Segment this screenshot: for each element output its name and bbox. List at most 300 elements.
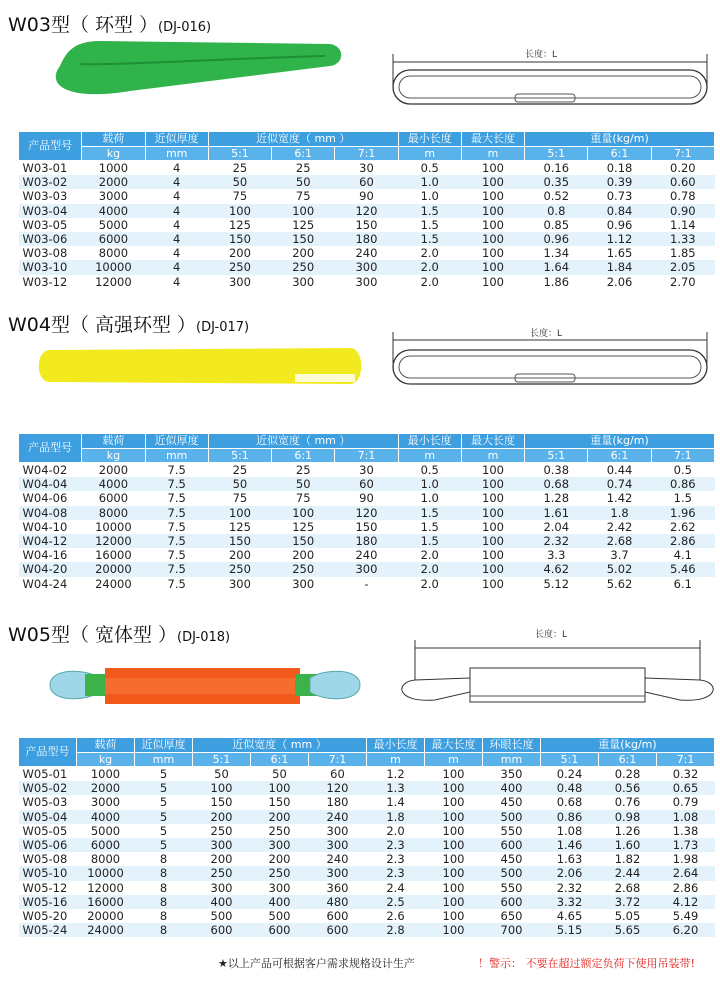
header-model: 产品型号 — [19, 738, 77, 767]
table-cell: 1.60 — [599, 838, 657, 852]
header-max-length: 最大长度 — [461, 132, 524, 147]
table-cell: 60 — [330, 767, 345, 781]
table-cell: 7.5 — [145, 506, 208, 520]
table-cell: 100 — [461, 232, 524, 246]
table-cell: 2.0 — [420, 274, 439, 289]
section-title-w05: W05型（ 宽体型 ）(DJ-018) — [8, 624, 231, 646]
table-cell: 0.65 — [657, 781, 715, 795]
table-cell: 1.28 — [543, 491, 570, 506]
table-cell: 1.8 — [588, 506, 651, 520]
table-cell: 100 — [482, 217, 504, 232]
table-cell: 2.3 — [367, 866, 425, 880]
table-cell: 180 — [335, 232, 398, 246]
table-cell: W05-02 — [19, 781, 77, 795]
table-cell: 1.64 — [525, 260, 588, 274]
header-width-ratio: 5:1 — [208, 147, 271, 161]
table-cell: 0.86 — [541, 810, 599, 824]
table-row — [19, 866, 715, 880]
table-cell: 0.96 — [606, 217, 633, 232]
table-cell: 6.1 — [673, 576, 692, 591]
table-row — [19, 175, 715, 189]
table-cell: 100 — [425, 895, 483, 909]
table-cell: W04-12 — [19, 534, 82, 548]
table-cell: 5.12 — [543, 576, 570, 591]
table-cell: W05-10 — [19, 866, 77, 880]
table-cell: W03-02 — [19, 175, 82, 189]
table-cell: 5.49 — [672, 909, 699, 924]
table-cell: 100 — [461, 506, 524, 520]
table-cell: 2.70 — [670, 274, 696, 289]
table-cell: 120 — [335, 506, 398, 520]
table-cell: 4 — [145, 232, 208, 246]
header-model: 产品型号 — [19, 434, 82, 463]
table-cell: 3.32 — [541, 895, 599, 909]
table-cell: 2.44 — [599, 866, 657, 880]
table-cell: 0.38 — [543, 463, 570, 477]
table-cell: 240 — [355, 548, 378, 563]
table-cell: W04-20 — [19, 562, 82, 576]
table-cell: 0.44 — [606, 463, 633, 477]
table-cell: 1.61 — [525, 506, 588, 520]
header-weight: 重量(kg/m) — [541, 738, 715, 753]
table-row — [19, 767, 715, 782]
header-max-length-unit: m — [461, 147, 524, 161]
table-row — [19, 463, 715, 478]
table-cell: W05-24 — [19, 923, 77, 937]
header-width: 近似宽度（ mm ） — [208, 132, 398, 147]
table-cell: W03-08 — [22, 246, 68, 261]
table-cell: 1.5 — [673, 491, 692, 506]
table-cell: 2.32 — [556, 880, 583, 895]
table-cell: 12000 — [95, 274, 132, 289]
table-cell: 75 — [232, 189, 248, 204]
table-cell: 100 — [461, 562, 524, 576]
header-load: 载荷 — [77, 738, 135, 753]
table-cell: 4 — [173, 274, 181, 289]
table-cell: 300 — [251, 838, 309, 852]
table-cell: 100 — [482, 463, 504, 477]
table-cell: 25 — [295, 161, 311, 175]
table-cell: 50 — [208, 175, 271, 189]
table-cell: 2.8 — [367, 923, 425, 937]
header-load-unit: kg — [82, 147, 145, 161]
table-cell: 2.68 — [588, 534, 651, 548]
table-cell: W05-08 — [22, 852, 68, 867]
table-cell: 100 — [482, 161, 504, 175]
header-max-length: 最大长度 — [461, 434, 524, 449]
table-cell: 1.38 — [672, 823, 699, 838]
table-cell: 1.34 — [543, 246, 570, 261]
table-cell: 20000 — [87, 909, 124, 924]
table-cell: W04-10 — [22, 519, 68, 534]
table-cell: 1.08 — [657, 810, 715, 824]
table-cell: 1.3 — [367, 781, 425, 795]
table-cell: W03-03 — [22, 189, 68, 204]
table-cell: 16000 — [95, 548, 132, 563]
table-cell: 1.08 — [556, 823, 583, 838]
table-cell: 4000 — [77, 810, 135, 824]
table-cell: 240 — [326, 852, 349, 867]
table-row — [19, 204, 715, 218]
table-cell: 0.18 — [606, 161, 633, 175]
header-eye-length: 环眼长度 — [483, 738, 541, 753]
table-cell: 125 — [228, 217, 251, 232]
table-cell: 100 — [442, 909, 465, 924]
table-cell: 25 — [232, 463, 248, 477]
table-cell: 0.84 — [588, 204, 651, 218]
header-weight-ratio: 5:1 — [525, 147, 588, 161]
table-cell: 0.52 — [543, 189, 570, 204]
table-cell: 250 — [208, 260, 271, 274]
table-cell: 5.65 — [599, 923, 657, 937]
table-cell: 250 — [272, 562, 335, 576]
table-cell: 300 — [335, 260, 398, 274]
table-cell: 25 — [295, 463, 311, 477]
table-cell: 1.86 — [543, 274, 570, 289]
table-row — [19, 189, 715, 203]
table-cell: 250 — [210, 823, 233, 838]
table-cell: 450 — [500, 852, 523, 867]
table-cell: W04-08 — [19, 506, 82, 520]
table-cell: 4 — [173, 189, 181, 204]
table-cell: 500 — [483, 866, 541, 880]
table-cell: 0.74 — [588, 477, 651, 491]
table-cell: 0.60 — [651, 175, 714, 189]
header-width-ratio: 6:1 — [272, 449, 335, 463]
table-cell: 100 — [425, 781, 483, 795]
table-cell: 200 — [228, 548, 251, 563]
table-cell: 75 — [295, 189, 311, 204]
table-cell: 8 — [159, 909, 168, 924]
yellow-loop-sling-image — [30, 340, 370, 392]
table-cell: 4 — [173, 217, 181, 232]
table-cell: 0.5 — [673, 463, 692, 477]
table-cell: 150 — [272, 534, 335, 548]
table-cell: 100 — [442, 823, 465, 838]
table-cell: 2.0 — [386, 823, 405, 838]
header-weight-ratio: 7:1 — [657, 753, 715, 767]
table-cell: 7.5 — [145, 562, 208, 576]
table-cell: 1.8 — [367, 810, 425, 824]
table-cell: W05-12 — [22, 880, 68, 895]
header-width-ratio: 7:1 — [335, 147, 398, 161]
header-min-length-unit: m — [398, 449, 461, 463]
table-cell: 0.32 — [672, 767, 699, 781]
table-cell: 2.5 — [367, 895, 425, 909]
table-cell: 5.62 — [606, 576, 633, 591]
table-cell: 75 — [295, 491, 311, 506]
table-row — [19, 548, 715, 562]
table-cell: 180 — [326, 795, 349, 810]
table-cell: 50 — [208, 477, 271, 491]
table-row — [19, 562, 715, 576]
table-cell: 300 — [355, 274, 378, 289]
table-cell: 1.0 — [420, 491, 439, 506]
table-cell: 600 — [193, 923, 251, 937]
table-cell: 100 — [272, 506, 335, 520]
table-cell: 1.33 — [651, 232, 714, 246]
header-weight-ratio: 6:1 — [588, 147, 651, 161]
table-row — [19, 534, 715, 548]
table-cell: 200 — [251, 810, 309, 824]
table-cell: 100 — [442, 767, 465, 781]
w04-spec-table — [18, 433, 715, 591]
table-cell: 1.42 — [606, 491, 633, 506]
table-cell: 25 — [232, 161, 248, 175]
header-max-length-unit: m — [461, 449, 524, 463]
table-cell: 200 — [292, 246, 315, 261]
table-cell: 8 — [159, 852, 168, 867]
table-cell: 60 — [335, 175, 398, 189]
table-cell: 2.0 — [420, 576, 439, 591]
header-width-ratio: 5:1 — [208, 449, 271, 463]
table-cell: 0.24 — [556, 767, 583, 781]
table-cell: 300 — [326, 823, 349, 838]
header-load-unit: kg — [77, 753, 135, 767]
table-cell: 4 — [173, 161, 181, 175]
table-cell: 10000 — [77, 866, 135, 880]
table-cell: 7.5 — [167, 576, 186, 591]
table-cell: 550 — [500, 880, 523, 895]
w03-length-label: 长度：L — [525, 50, 558, 60]
table-cell: 0.78 — [670, 189, 696, 204]
header-load-unit: kg — [82, 449, 145, 463]
table-cell: 5000 — [98, 217, 129, 232]
w04-length-label: 长度：L — [530, 329, 563, 339]
table-cell: 90 — [359, 189, 374, 204]
table-cell: 5 — [135, 781, 193, 795]
table-cell: 5 — [159, 823, 168, 838]
table-cell: 250 — [272, 260, 335, 274]
table-cell: 7.5 — [167, 463, 186, 477]
table-cell: 360 — [326, 880, 349, 895]
table-cell: 4000 — [82, 477, 145, 491]
header-min-length: 最小长度 — [398, 132, 461, 147]
table-cell: 300 — [292, 274, 315, 289]
table-cell: 5 — [159, 767, 168, 781]
table-cell: 4000 — [82, 204, 145, 218]
table-cell: 100 — [251, 781, 309, 795]
table-cell: 0.98 — [599, 810, 657, 824]
table-cell: 8000 — [90, 852, 121, 867]
table-cell: 4 — [145, 175, 208, 189]
table-cell: - — [364, 576, 369, 591]
table-row — [19, 881, 715, 895]
header-width-ratio: 7:1 — [335, 449, 398, 463]
table-cell: 4.65 — [556, 909, 583, 924]
w05-length-diagram — [395, 628, 715, 708]
table-cell: 0.48 — [541, 781, 599, 795]
table-cell: 5.02 — [588, 562, 651, 576]
table-row — [19, 491, 715, 505]
table-cell: 500 — [483, 810, 541, 824]
table-cell: 2.04 — [543, 519, 570, 534]
table-cell: 150 — [208, 534, 271, 548]
table-cell: 1.5 — [420, 519, 439, 534]
table-cell: 4 — [145, 204, 208, 218]
table-cell: 2.0 — [420, 548, 439, 563]
table-cell: W04-16 — [22, 548, 68, 563]
table-cell: 2.32 — [525, 534, 588, 548]
table-cell: 30 — [359, 463, 374, 477]
table-cell: 3.7 — [610, 548, 629, 563]
table-cell: 0.5 — [420, 463, 439, 477]
table-cell: 4 — [145, 260, 208, 274]
table-cell: 1.46 — [541, 838, 599, 852]
header-model: 产品型号 — [19, 132, 82, 161]
overload-warning: ！警示： 不要在超过额定负荷下使用吊装带! — [478, 957, 695, 970]
table-cell: 650 — [500, 909, 523, 924]
table-cell: 600 — [326, 909, 349, 924]
table-cell: 300 — [228, 576, 251, 591]
table-cell: 100 — [272, 204, 335, 218]
table-cell: 100 — [425, 866, 483, 880]
table-cell: W05-20 — [22, 909, 68, 924]
table-cell: 2.06 — [606, 274, 633, 289]
header-weight-ratio: 5:1 — [525, 449, 588, 463]
table-cell: 1.26 — [614, 823, 641, 838]
table-cell: 600 — [483, 895, 541, 909]
table-cell: 1.12 — [588, 232, 651, 246]
table-cell: 8 — [159, 880, 168, 895]
table-cell: 200 — [210, 852, 233, 867]
table-cell: 700 — [483, 923, 541, 937]
header-min-length-unit: m — [398, 147, 461, 161]
table-cell: 0.28 — [614, 767, 641, 781]
table-cell: 0.90 — [651, 204, 714, 218]
table-cell: 100 — [208, 204, 271, 218]
table-cell: 100 — [442, 880, 465, 895]
table-cell: 300 — [309, 838, 367, 852]
table-cell: 0.79 — [672, 795, 699, 810]
table-cell: 2.42 — [606, 519, 633, 534]
table-cell: W03-06 — [19, 232, 82, 246]
header-width-ratio: 5:1 — [193, 753, 251, 767]
table-cell: 16000 — [77, 895, 135, 909]
table-cell: 200 — [292, 548, 315, 563]
header-thickness: 近似厚度 — [135, 738, 193, 753]
header-weight: 重量(kg/m) — [525, 132, 715, 147]
table-cell: 100 — [482, 519, 504, 534]
table-cell: 120 — [309, 781, 367, 795]
table-cell: 5 — [135, 838, 193, 852]
table-cell: 50 — [272, 767, 287, 781]
table-cell: 0.16 — [543, 161, 570, 175]
green-loop-sling-image — [40, 36, 350, 108]
table-row — [19, 895, 715, 909]
table-cell: W04-02 — [22, 463, 68, 477]
table-cell: 400 — [483, 781, 541, 795]
table-cell: 0.5 — [420, 161, 439, 175]
table-cell: 90 — [359, 491, 374, 506]
table-row — [19, 909, 715, 923]
table-cell: 2000 — [98, 463, 129, 477]
table-cell: W04-04 — [19, 477, 82, 491]
table-cell: 1.5 — [398, 204, 461, 218]
table-cell: 1.65 — [606, 246, 633, 261]
header-thickness-unit: mm — [145, 147, 208, 161]
table-cell: 300 — [210, 880, 233, 895]
table-cell: 0.73 — [606, 189, 633, 204]
header-min-length: 最小长度 — [398, 434, 461, 449]
table-cell: 7.5 — [167, 519, 186, 534]
table-cell: 450 — [500, 795, 523, 810]
table-row — [19, 161, 715, 176]
table-cell: 2.0 — [420, 246, 439, 261]
table-cell: 0.68 — [556, 795, 583, 810]
table-cell: 4.1 — [673, 548, 692, 563]
table-cell: 125 — [292, 519, 315, 534]
table-cell: 12000 — [82, 534, 145, 548]
table-cell: 6000 — [77, 838, 135, 852]
table-cell: 100 — [461, 175, 524, 189]
header-weight-ratio: 6:1 — [588, 449, 651, 463]
table-cell: 100 — [193, 781, 251, 795]
header-weight: 重量(kg/m) — [525, 434, 715, 449]
table-cell: 50 — [272, 175, 335, 189]
table-row — [19, 852, 715, 866]
table-cell: 2.6 — [386, 909, 405, 924]
header-thickness: 近似厚度 — [145, 132, 208, 147]
table-cell: 250 — [268, 823, 291, 838]
table-row — [19, 232, 715, 246]
table-cell: 0.68 — [525, 477, 588, 491]
table-cell: 100 — [208, 506, 271, 520]
table-cell: 3.72 — [599, 895, 657, 909]
table-cell: 4.12 — [657, 895, 715, 909]
table-cell: W03-05 — [22, 217, 68, 232]
section-title-w04: W04型（ 高强环型 ）(DJ-017) — [8, 314, 250, 336]
table-cell: 5.05 — [614, 909, 641, 924]
table-cell: 8 — [135, 923, 193, 937]
table-cell: 1.84 — [588, 260, 651, 274]
table-cell: 12000 — [87, 880, 124, 895]
header-load: 载荷 — [82, 434, 145, 449]
table-cell: 2.0 — [398, 562, 461, 576]
table-cell: 20000 — [82, 562, 145, 576]
table-cell: 300 — [309, 866, 367, 880]
table-cell: 150 — [355, 519, 378, 534]
w03-spec-table — [18, 131, 715, 289]
header-min-length-unit: m — [367, 753, 425, 767]
table-cell: 0.8 — [525, 204, 588, 218]
table-cell: 100 — [425, 810, 483, 824]
header-width-ratio: 6:1 — [272, 147, 335, 161]
table-cell: 2.06 — [541, 866, 599, 880]
table-cell: W03-10 — [19, 260, 82, 274]
table-cell: 2.3 — [367, 838, 425, 852]
table-cell: 0.86 — [651, 477, 714, 491]
table-cell: 150 — [268, 795, 291, 810]
table-cell: 2.68 — [614, 880, 641, 895]
table-cell: 0.56 — [599, 781, 657, 795]
table-cell: 8 — [135, 866, 193, 880]
header-thickness-unit: mm — [145, 449, 208, 463]
table-cell: 0.96 — [525, 232, 588, 246]
table-cell: 150 — [208, 232, 271, 246]
table-cell: 5 — [135, 810, 193, 824]
table-cell: 7.5 — [167, 491, 186, 506]
header-eye-length-unit: mm — [483, 753, 541, 767]
table-cell: 1.0 — [398, 175, 461, 189]
table-cell: 1.14 — [670, 217, 696, 232]
table-cell: 6.20 — [657, 923, 715, 937]
custom-production-note: ★以上产品可根据客户需求规格设计生产 — [218, 957, 415, 970]
table-cell: 24000 — [77, 923, 135, 937]
table-cell: 100 — [482, 189, 504, 204]
orange-wide-sling-image — [45, 660, 365, 710]
table-cell: 125 — [228, 519, 251, 534]
